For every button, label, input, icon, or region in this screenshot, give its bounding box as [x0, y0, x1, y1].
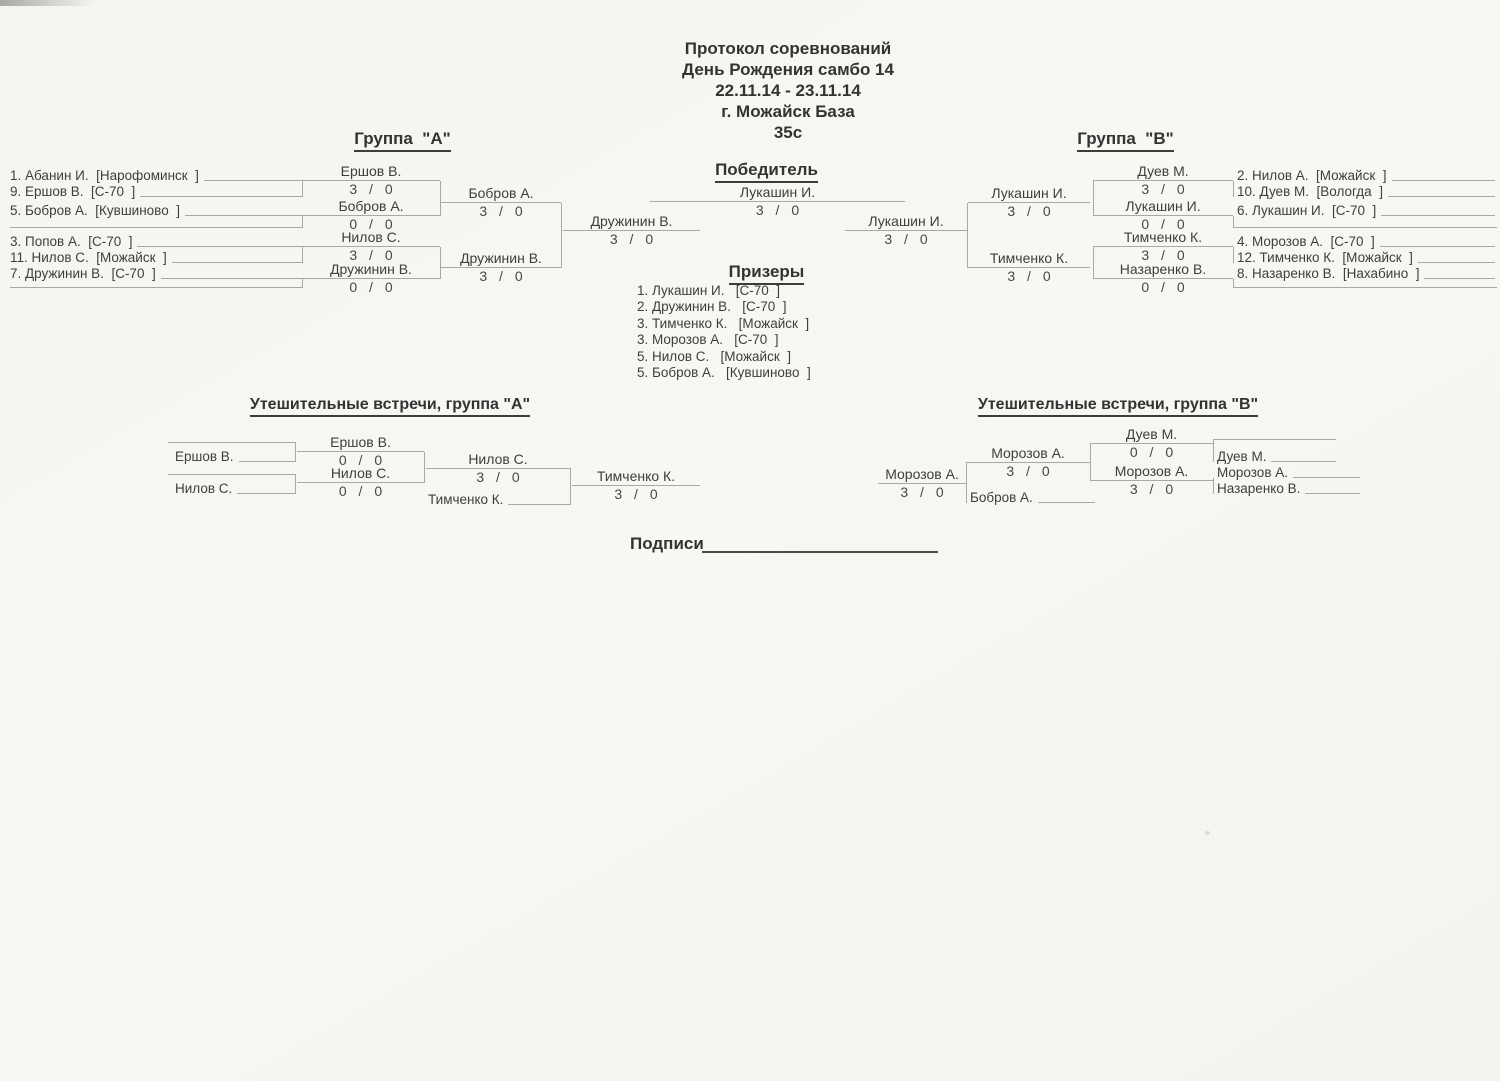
group-a-header: Группа "А" — [320, 129, 485, 149]
bracket-connector — [295, 442, 296, 462]
group-b-entry: 10. Дуев М. [Вологда ] — [1237, 184, 1495, 200]
bracket-line — [1388, 196, 1495, 197]
bracket-line — [10, 287, 302, 288]
bracket-line — [161, 278, 302, 279]
match-score: 3 / 0 — [349, 181, 393, 197]
match-score: 3 / 0 — [1006, 463, 1050, 479]
bracket-line — [239, 461, 295, 462]
bracket-line — [1305, 493, 1360, 494]
bracket-connector — [424, 452, 425, 483]
consolation-entry: Ершов В. — [175, 449, 295, 465]
title-line: 22.11.14 - 23.11.14 — [715, 81, 861, 100]
match-slot — [845, 214, 967, 247]
group-a-entry: 3. Попов А. [С-70 ] — [10, 234, 302, 250]
consolation-entry: Нилов С. — [175, 481, 295, 497]
bracket-connector — [561, 203, 562, 268]
bracket-line — [1392, 180, 1495, 181]
prizes-header: Призеры — [684, 262, 849, 282]
winner-name: Нилов С. — [426, 452, 570, 469]
match-slot — [1093, 230, 1233, 263]
match-score: 3 / 0 — [476, 469, 520, 485]
signature-line — [702, 551, 938, 553]
winner-name: Ершов В. — [302, 164, 440, 181]
match-score: 3 / 0 — [614, 486, 658, 502]
prize-item: 5. Бобров А. [Кувшиново ] — [637, 365, 811, 381]
winner-name: Дружинин В. — [563, 214, 700, 231]
match-score: 3 / 0 — [479, 203, 523, 219]
prize-item: 3. Тимченко К. [Можайск ] — [637, 315, 810, 331]
bracket-connector — [295, 474, 296, 494]
bracket-connector — [1233, 247, 1234, 263]
match-score: 0 / 0 — [349, 216, 393, 232]
group-a-entry: 1. Абанин И. [Нарофоминск ] — [10, 168, 302, 184]
match-slot — [302, 199, 440, 232]
winner-name: Нилов С. — [302, 230, 440, 247]
bracket-line — [1038, 502, 1095, 503]
bracket-line — [1424, 278, 1495, 279]
consolation-entry: Дуев М. — [1217, 449, 1336, 465]
group-b-entry: 2. Нилов А. [Можайск ] — [1237, 168, 1495, 184]
winner-name: Лукашин И. — [650, 185, 905, 202]
bracket-line — [185, 215, 302, 216]
match-score: 3 / 0 — [1141, 247, 1185, 263]
bracket-line — [1233, 227, 1497, 228]
winner-name: Морозов А. — [1090, 464, 1213, 481]
bracket-line — [1213, 439, 1336, 440]
match-slot — [426, 452, 570, 485]
match-score: 3 / 0 — [884, 231, 928, 247]
match-slot — [297, 466, 424, 499]
match-score: 3 / 0 — [349, 247, 393, 263]
bracket-line — [1418, 262, 1495, 263]
consolation-a-header: Утешительные встречи, группа "А" — [240, 396, 540, 414]
consolation-entry: Назаренко В. — [1217, 481, 1360, 497]
group-b-entry: 6. Лукашин И. [С-70 ] — [1237, 203, 1495, 219]
match-score: 3 / 0 — [1007, 203, 1051, 219]
title-line: 35с — [773, 123, 803, 142]
group-b-entry: 4. Морозов А. [С-70 ] — [1237, 234, 1495, 250]
bracket-line — [1381, 215, 1495, 216]
winner-name: Тимченко К. — [968, 251, 1090, 268]
match-slot — [968, 251, 1090, 284]
consolation-entry: Морозов А. — [1217, 465, 1360, 481]
winner-name: Дуев М. — [1090, 427, 1213, 444]
match-score: 3 / 0 — [1007, 268, 1051, 284]
match-score: 3 / 0 — [609, 231, 654, 247]
match-slot — [297, 435, 424, 468]
match-slot — [302, 262, 440, 295]
bracket-connector — [1213, 478, 1214, 494]
consolation-entry: Бобров А. — [970, 490, 1095, 506]
bracket-connector — [570, 468, 571, 505]
match-slot — [1093, 262, 1233, 295]
match-score: 0 / 0 — [338, 483, 383, 499]
scan-speck — [1205, 831, 1210, 835]
bracket-line — [1293, 477, 1360, 478]
winner-name: Лукашин И. — [1093, 199, 1233, 216]
winner-name: Дуев М. — [1093, 164, 1233, 181]
winner-name: Нилов С. — [297, 466, 424, 483]
match-slot — [966, 446, 1090, 479]
bracket-connector — [1233, 181, 1234, 197]
match-slot — [968, 186, 1090, 219]
bracket-line — [204, 180, 302, 181]
bracket-line — [1233, 287, 1497, 288]
title-line: День Рождения самбо 14 — [682, 60, 894, 79]
winner-name: Назаренко В. — [1093, 262, 1233, 279]
bracket-line — [137, 246, 302, 247]
protocol-title — [638, 38, 938, 143]
match-slot — [1093, 164, 1233, 197]
winner-name: Дружинин В. — [302, 262, 440, 279]
winner-name: Дружинин В. — [441, 251, 561, 268]
consolation-b-header: Утешительные встречи, группа "В" — [968, 396, 1268, 414]
prizes-list — [637, 283, 811, 381]
winner-name: Лукашин И. — [968, 186, 1090, 203]
winner-header: Победитель — [684, 160, 849, 180]
bracket-line — [237, 493, 295, 494]
bracket-line — [10, 227, 302, 228]
match-slot — [572, 469, 700, 502]
match-score: 0 / 0 — [349, 279, 393, 295]
match-score: 3 / 0 — [1141, 181, 1185, 197]
match-score: 3 / 0 — [755, 202, 800, 218]
winner-name: Тимченко К. — [572, 469, 700, 486]
bracket-line — [172, 262, 302, 263]
bracket-line — [508, 504, 570, 505]
group-a-entry: 5. Бобров А. [Кувшиново ] — [10, 203, 302, 219]
bracket-line — [140, 196, 302, 197]
match-score: 3 / 0 — [479, 268, 523, 284]
match-slot — [441, 251, 561, 284]
group-b-entry: 8. Назаренко В. [Нахабино ] — [1237, 266, 1495, 282]
winner-name: Бобров А. — [441, 186, 561, 203]
title-line: Протокол соревнований — [684, 39, 892, 58]
bracket-line — [168, 442, 295, 443]
winner-name: Морозов А. — [878, 467, 966, 484]
bracket-line — [1380, 246, 1495, 247]
group-a-entry: 9. Ершов В. [С-70 ] — [10, 184, 302, 200]
group-a-entry: 11. Нилов С. [Можайск ] — [10, 250, 302, 266]
match-slot — [878, 467, 966, 500]
consolation-entry: Тимченко К. — [428, 492, 570, 508]
match-slot — [563, 214, 700, 247]
match-score: 0 / 0 — [1129, 444, 1174, 460]
match-slot — [302, 230, 440, 263]
scan-artifact — [0, 0, 95, 6]
bracket-line — [168, 474, 295, 475]
group-b-entry: 12. Тимченко К. [Можайск ] — [1237, 250, 1495, 266]
match-slot — [1090, 427, 1213, 460]
group-b-header: Группа "В" — [1043, 129, 1208, 149]
match-slot — [441, 186, 561, 219]
match-score: 0 / 0 — [1141, 279, 1185, 295]
bracket-line — [1271, 461, 1336, 462]
prize-item: 1. Лукашин И. [С-70 ] — [637, 283, 781, 298]
bracket-connector — [1213, 439, 1214, 462]
winner-name: Ершов В. — [297, 435, 424, 452]
match-slot — [302, 164, 440, 197]
title-line: г. Можайск База — [721, 102, 855, 121]
group-a-entry: 7. Дружинин В. [С-70 ] — [10, 266, 302, 282]
winner-name: Морозов А. — [966, 446, 1090, 463]
winner-name: Бобров А. — [302, 199, 440, 216]
match-score: 0 / 0 — [338, 452, 383, 468]
signatures-label: Подписи — [630, 534, 704, 553]
winner-name: Лукашин И. — [845, 214, 967, 231]
match-score: 3 / 0 — [1129, 481, 1174, 497]
match-score: 0 / 0 — [1141, 216, 1185, 232]
prize-item: 2. Дружинин В. [С-70 ] — [637, 299, 787, 315]
prize-item: 3. Морозов А. [С-70 ] — [637, 332, 779, 348]
prize-item: 5. Нилов С. [Можайск ] — [637, 348, 792, 364]
winner-name: Тимченко К. — [1093, 230, 1233, 247]
match-slot — [1090, 464, 1213, 497]
match-score: 3 / 0 — [900, 484, 944, 500]
match-slot — [1093, 199, 1233, 232]
